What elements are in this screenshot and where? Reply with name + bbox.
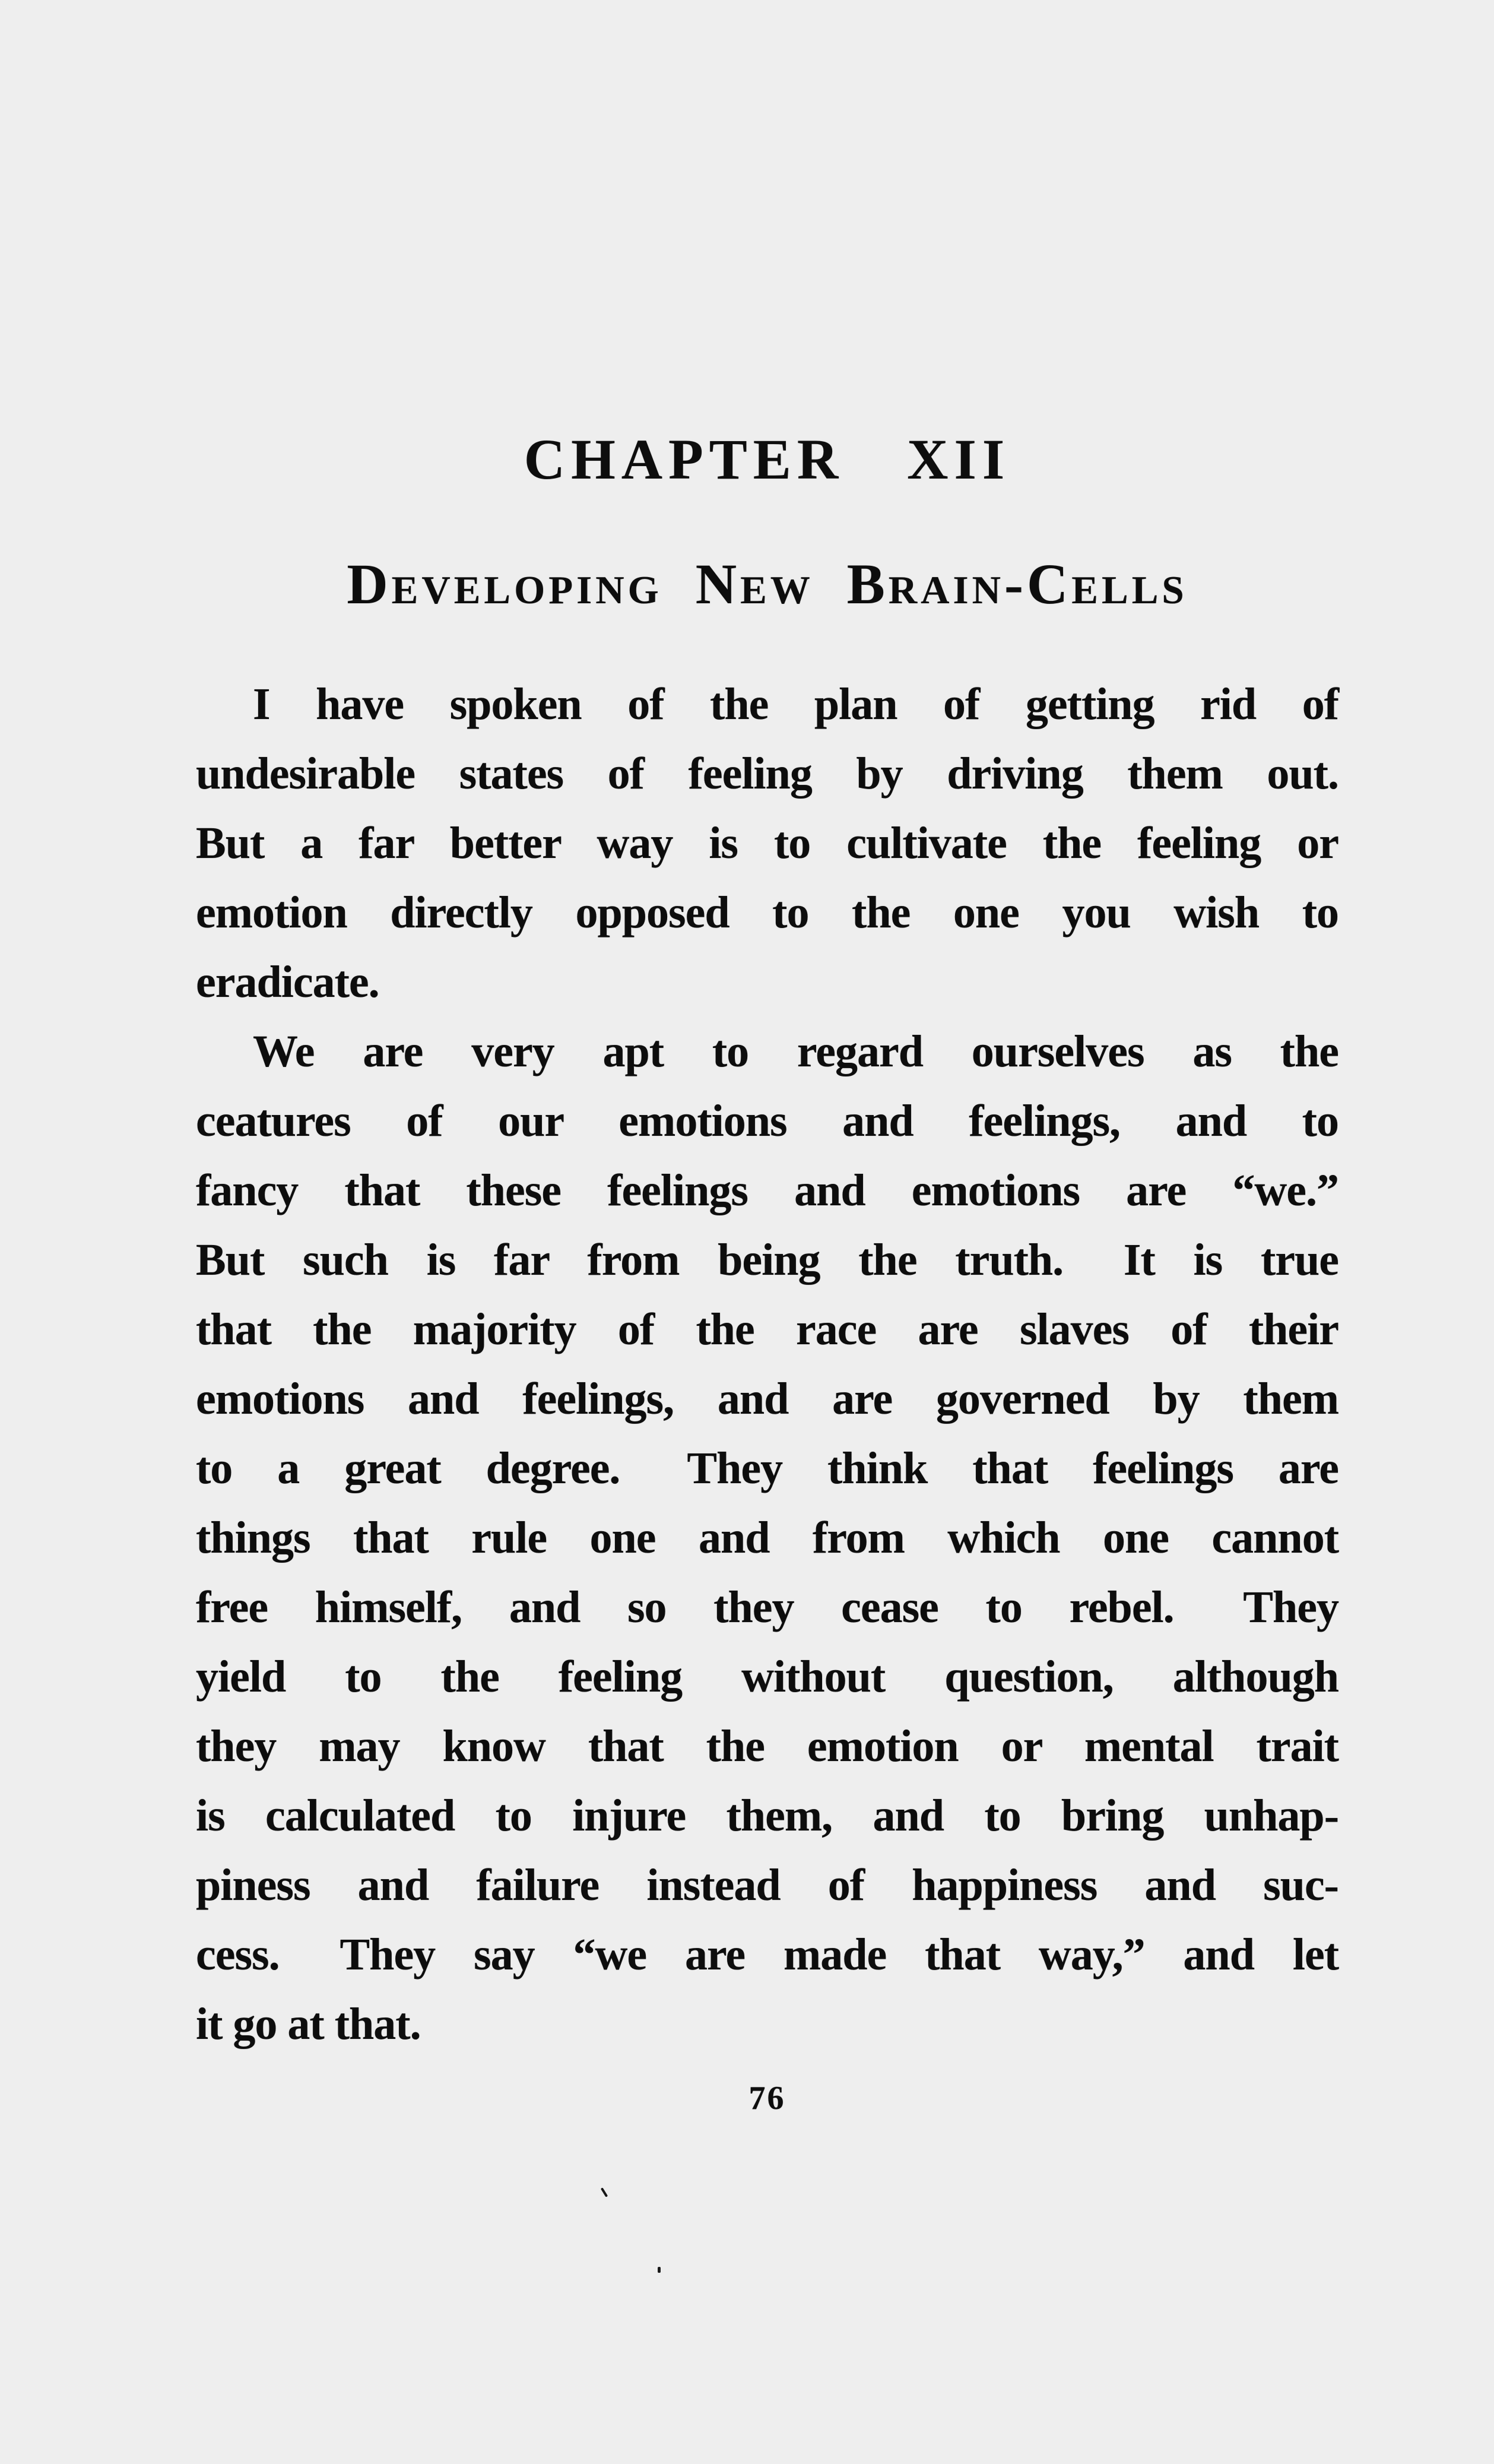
scan-speck-slash xyxy=(601,2187,608,2197)
page-number: 76 xyxy=(748,2080,786,2117)
body-line: fancy that these feelings and emotions are “we.” xyxy=(196,1166,1338,1215)
body-line: undesirable states of feeling by driving them out. xyxy=(196,749,1338,799)
body-text xyxy=(196,670,1338,2059)
body-line: yield to the feeling without question, although xyxy=(196,1652,1338,1702)
body-line: emotions and feelings, and are governed by them xyxy=(196,1374,1338,1424)
body-line: that the majority of the race are slaves of their xyxy=(196,1304,1338,1354)
chapter-subtitle: Developing New Brain-Cells xyxy=(347,552,1188,616)
body-line: things that rule one and from which one cannot xyxy=(196,1513,1338,1563)
scan-speck-dot xyxy=(658,2267,661,2273)
body-line: piness and failure instead of happiness and suc- xyxy=(196,1860,1338,1910)
paragraph-2 xyxy=(196,1017,1338,2059)
body-line: cess. They say “we are made that way,” and let xyxy=(196,1930,1338,1980)
body-line: eradicate. xyxy=(196,957,379,1007)
body-line: I have spoken of the plan of getting rid of xyxy=(253,679,1338,729)
body-line: emotion directly opposed to the one you wish to xyxy=(196,888,1338,938)
paragraph-1 xyxy=(196,670,1338,1017)
chapter-title: CHAPTER XII xyxy=(524,427,1011,491)
body-line: they may know that the emotion or mental trait xyxy=(196,1721,1338,1771)
body-line: free himself, and so they cease to rebel. They xyxy=(196,1582,1338,1632)
body-line: to a great degree. They think that feelings are xyxy=(196,1443,1338,1493)
body-line: But such is far from being the truth. It is true xyxy=(196,1235,1338,1285)
body-line: We are very apt to regard ourselves as the xyxy=(253,1027,1338,1076)
body-line: ceatures of our emotions and feelings, and to xyxy=(196,1096,1338,1146)
body-line: it go at that. xyxy=(196,1999,421,2049)
body-line: is calculated to injure them, and to bring unhap- xyxy=(196,1791,1338,1841)
body-line: But a far better way is to cultivate the feeling or xyxy=(196,818,1338,868)
